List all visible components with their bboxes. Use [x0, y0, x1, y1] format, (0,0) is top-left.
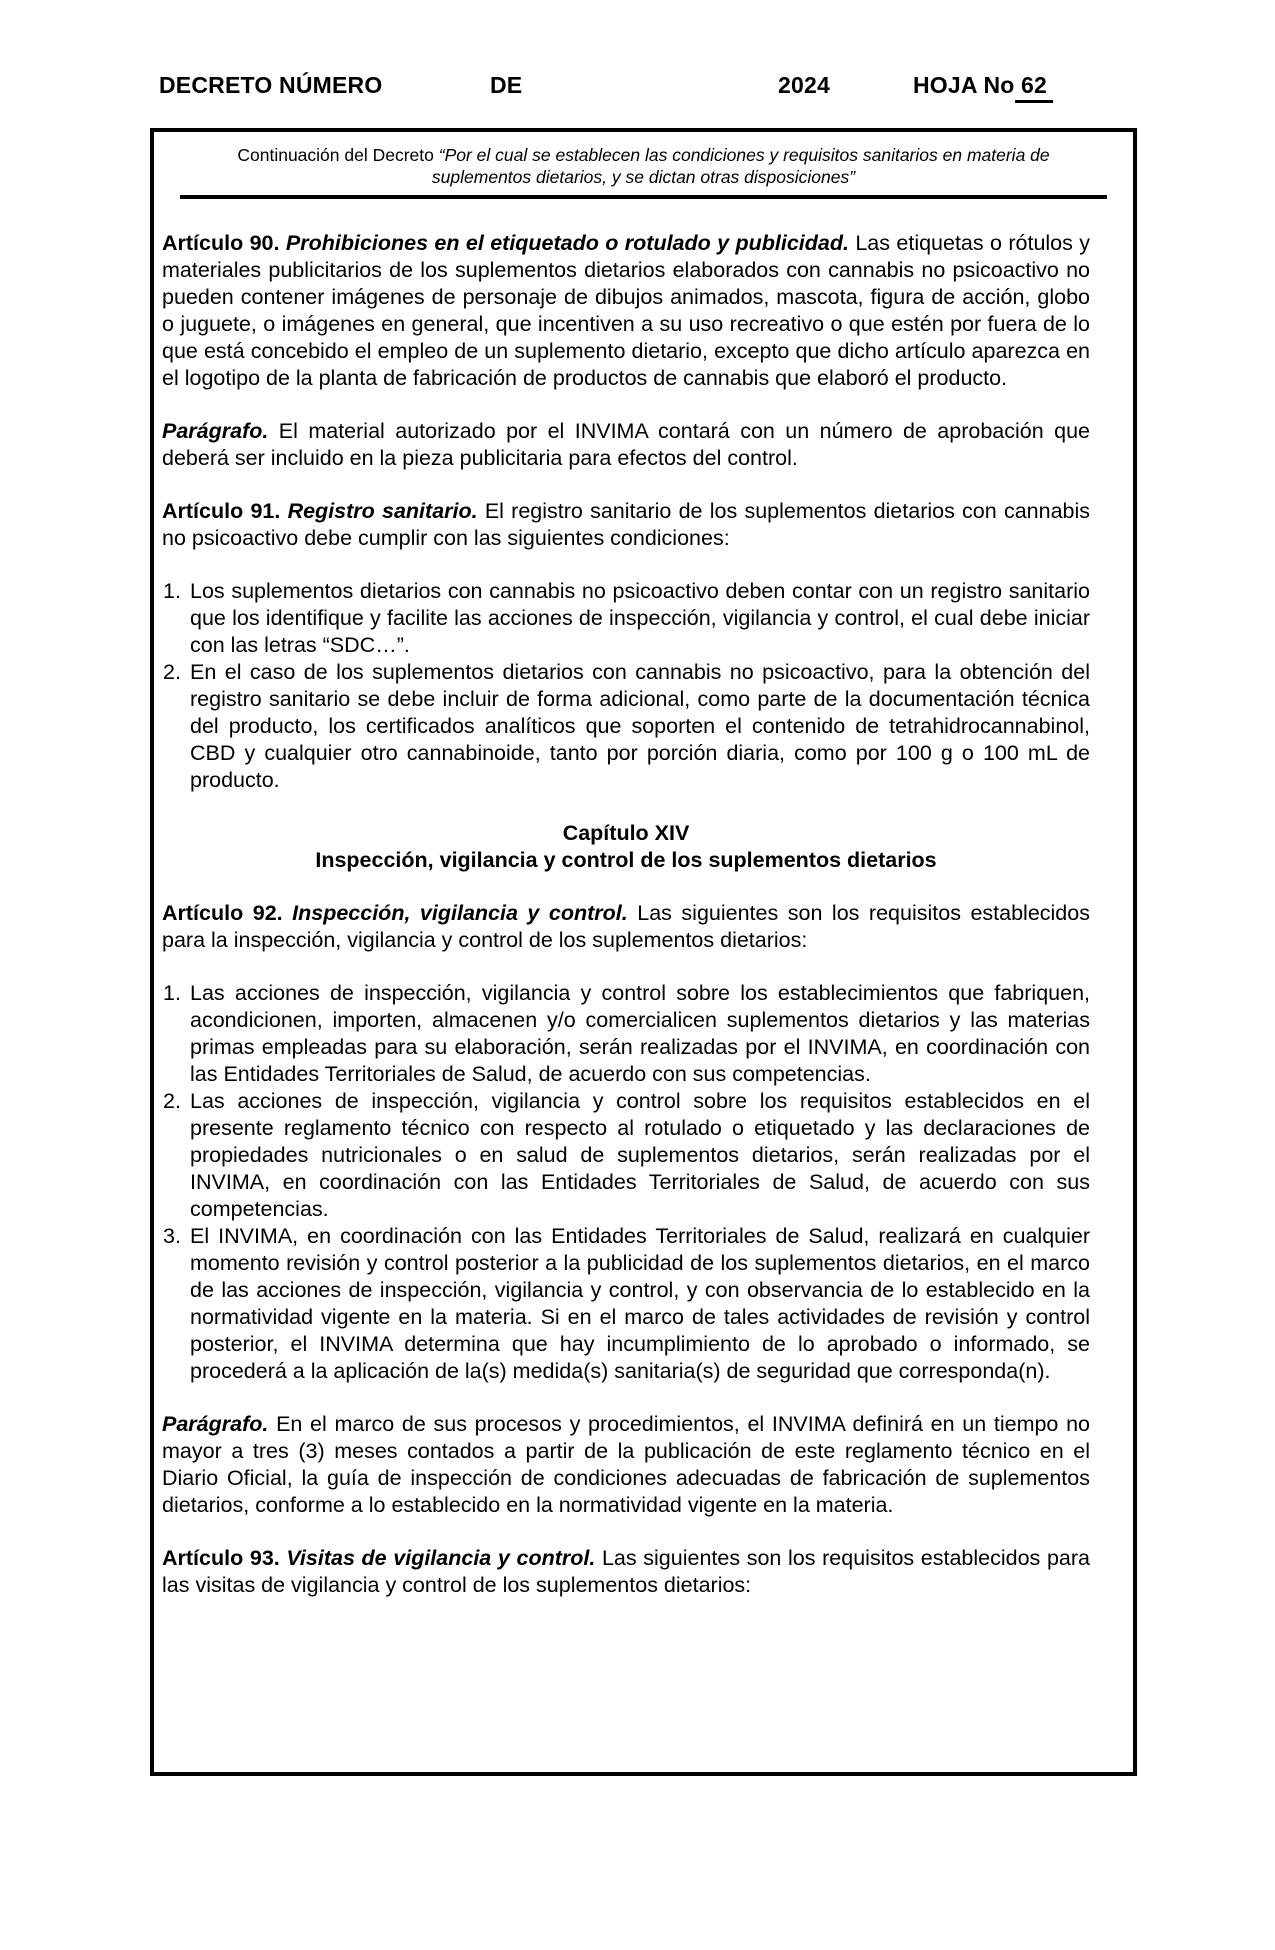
page-number: 62 — [1015, 72, 1053, 103]
article-92 — [162, 900, 1090, 954]
content-box — [150, 128, 1137, 1776]
decree-quote-line2: suplementos dietarios, y se dictan otras disposiciones” — [431, 167, 856, 187]
article-93-number: Artículo 93. — [162, 1546, 280, 1570]
list-item: Las acciones de inspección, vigilancia y control sobre los requisitos establecidos en el presente reglamento técnico con respecto al rotulado o etiquetado y las declaraciones de propiedades nutricionales o en salud de suplementos dietarios, serán realizadas por el INVIMA, en coordinación con las Entidades Territoriales de Salud, de acuerdo con sus competencias. — [190, 1089, 1090, 1221]
article-90 — [162, 230, 1090, 392]
article-91-number: Artículo 91. — [162, 499, 281, 523]
decreto-numero-label: DECRETO NÚMERO — [159, 72, 383, 98]
article-93 — [162, 1545, 1090, 1599]
article-92-title: Inspección, vigilancia y control. — [292, 901, 628, 925]
article-91-text: El registro sanitario de los suplementos dietarios con cannabis no psicoactivo debe cumplir con las siguientes condiciones: — [162, 499, 1091, 550]
paragrafo-label: Parágrafo. — [162, 419, 269, 443]
chapter-title: Inspección, vigilancia y control de los suplementos dietarios — [315, 848, 937, 872]
decree-year: 2024 — [778, 72, 830, 98]
de-label: DE — [490, 72, 523, 98]
paragrafo-article-90 — [162, 418, 1090, 472]
decree-quote-line1: “Por el cual se establecen las condiciones y requisitos sanitarios en materia de — [438, 145, 1050, 165]
continuation-note — [154, 144, 1133, 188]
article-90-title: Prohibiciones en el etiquetado o rotulado y publicidad. — [285, 231, 849, 255]
article-91-title: Registro sanitario. — [287, 499, 478, 523]
chapter-number: Capítulo XIV — [562, 821, 690, 845]
paragrafo-text: En el marco de sus procesos y procedimientos, el INVIMA definirá en un tiempo no mayor a tres (3) meses contados a partir de la publicación de este reglamento técnico en el Diario Oficial, la guía de inspección de condiciones adecuadas de fabricación de suplementos dietarios, conforme a lo establecido en la normatividad vigente en la materia. — [162, 1412, 1090, 1517]
continuation-prefix: Continuación del Decreto — [237, 145, 434, 165]
document-header — [0, 72, 1275, 102]
paragrafo-text: El material autorizado por el INVIMA contará con un número de aprobación que deberá ser incluido en la pieza publicitaria para efectos del control. — [162, 419, 1090, 470]
article-92-text: Las siguientes son los requisitos establecidos para la inspección, vigilancia y control de los suplementos dietarios: — [162, 901, 1090, 952]
article-92-number: Artículo 92. — [162, 901, 283, 925]
paragrafo-label: Parágrafo. — [162, 1412, 269, 1436]
chapter-heading — [162, 820, 1090, 874]
article-90-number: Artículo 90. — [162, 231, 280, 255]
article-92-list — [162, 980, 1090, 1385]
article-93-text: Las siguientes son los requisitos establecidos para las visitas de vigilancia y control de los suplementos dietarios: — [162, 1546, 1090, 1597]
paragrafo-article-92 — [162, 1411, 1090, 1519]
hoja-label: HOJA No — [913, 72, 1015, 98]
article-91 — [162, 498, 1090, 552]
article-93-title: Visitas de vigilancia y control. — [286, 1546, 596, 1570]
header-divider — [180, 195, 1107, 199]
list-item: Las acciones de inspección, vigilancia y control sobre los establecimientos que fabriquen, acondicionen, importen, almacenen y/o comercialicen suplementos dietarios y las materias primas empleadas para su elaboración, serán realizadas por el INVIMA, en coordinación con las Entidades Territoriales de Salud, de acuerdo con sus competencias. — [190, 981, 1090, 1086]
document-body — [154, 230, 1133, 1599]
article-91-list — [162, 578, 1090, 794]
list-item: Los suplementos dietarios con cannabis no psicoactivo deben contar con un registro sanitario que los identifique y facilite las acciones de inspección, vigilancia y control, el cual debe iniciar con las letras “SDC…”. — [190, 579, 1090, 657]
article-90-text: Las etiquetas o rótulos y materiales publicitarios de los suplementos dietarios elaborados con cannabis no psicoactivo no pueden contener imágenes de personaje de dibujos animados, mascota, figura de acción, globo o juguete, o imágenes en general, que incentiven a su uso recreativo o que estén por fuera de lo que está concebido el empleo de un suplemento dietario, excepto que dicho artículo aparezca en el logotipo de la planta de fabricación de productos de cannabis que elaboró el producto. — [162, 231, 1091, 390]
list-item: El INVIMA, en coordinación con las Entidades Territoriales de Salud, realizará en cualquier momento revisión y control posterior a la publicidad de los suplementos dietarios, en el marco de las acciones de inspección, vigilancia y control, y con observancia de lo establecido en la normatividad vigente en la materia. Si en el marco de tales actividades de revisión y control posterior, el INVIMA determina que hay incumplimiento de lo aprobado o informado, se procederá a la aplicación de la(s) medida(s) sanitaria(s) de seguridad que corresponda(n). — [190, 1224, 1090, 1383]
list-item: En el caso de los suplementos dietarios con cannabis no psicoactivo, para la obtención del registro sanitario se debe incluir de forma adicional, como parte de la documentación técnica del producto, los certificados analíticos que soporten el contenido de tetrahidrocannabinol, CBD y cualquier otro cannabinoide, tanto por porción diaria, como por 100 g o 100 mL de producto. — [190, 660, 1090, 792]
